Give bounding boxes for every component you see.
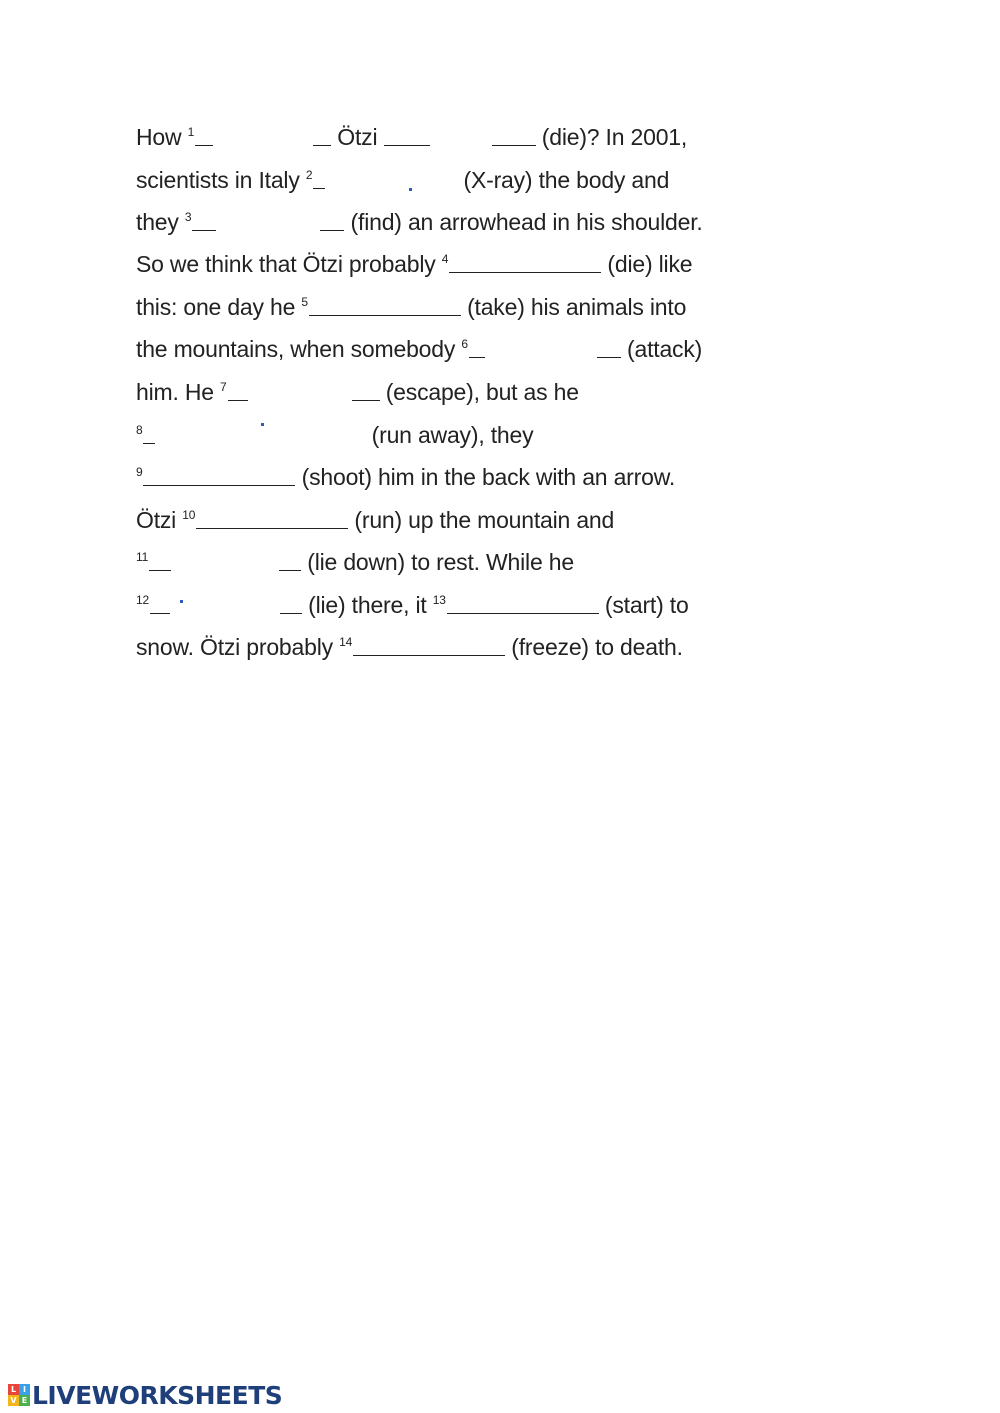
answer-gap-11[interactable] [149,547,301,577]
text-line-1 [136,122,687,152]
text-line-8 [136,420,533,450]
answer-input-12[interactable] [150,592,302,616]
text-line-11 [136,547,574,577]
text-line-6 [136,334,702,364]
answer-gap-13[interactable] [447,590,599,620]
text-segment: him. He [136,379,221,405]
answer-gap-14[interactable] [353,632,505,662]
answer-gap-3[interactable] [192,207,344,237]
liveworksheets-logo [8,1378,282,1412]
answer-gap-7[interactable] [228,377,380,407]
text-segment: (run) up the mountain and [348,507,615,533]
answer-gap-4[interactable] [449,249,601,279]
answer-input-1a[interactable] [195,124,331,148]
answer-input-14[interactable] [353,634,505,658]
answer-gap-9[interactable] [143,462,295,492]
answer-input-11[interactable] [149,549,301,573]
text-segment: (start) to [598,592,689,618]
gap-number-1: 1 [187,125,195,139]
text-line-10 [136,505,614,535]
answer-gap-1a[interactable] [195,122,331,152]
gap-number-10: 10 [182,508,196,522]
text-segment: the mountains, when somebody [136,336,462,362]
gap-number-14: 14 [339,635,353,649]
text-segment: (die) like [601,251,693,277]
text-line-5 [136,292,686,322]
gap-number-5: 5 [301,295,308,309]
logo-letter: I [19,1384,30,1395]
logo-text: LIVEWORKSHEETS [32,1380,283,1410]
answer-gap-6[interactable] [469,334,621,364]
gap-number-9: 9 [136,465,143,479]
text-segment: (run away), they [365,422,534,448]
answer-input-3[interactable] [192,209,344,233]
gap-number-8: 8 [136,423,143,437]
text-segment: (escape), but as he [379,379,579,405]
answer-input-8[interactable] [143,422,365,446]
answer-input-10[interactable] [196,507,348,531]
logo-grid-icon [8,1384,30,1406]
text-segment: (shoot) him in the back with an arrow. [295,464,676,490]
text-line-12 [136,590,689,620]
text-line-13 [136,632,683,662]
gap-number-13: 13 [432,593,446,607]
answer-input-6[interactable] [469,336,621,360]
text-line-2 [136,165,669,195]
logo-letter: E [19,1395,30,1406]
text-segment: (take) his animals into [460,294,687,320]
answer-gap-1b[interactable] [384,122,536,152]
gap-number-12: 12 [136,593,149,607]
answer-input-4[interactable] [449,251,601,275]
answer-input-5[interactable] [309,294,461,318]
text-segment: (freeze) to death. [505,634,683,660]
text-segment: (lie down) to rest. While he [301,549,574,575]
text-segment: (lie) there, it [301,592,433,618]
stray-mark [261,423,264,426]
text-segment: So we think that Ötzi probably [136,251,442,277]
text-segment: (die)? In 2001, [535,124,688,150]
gap-number-3: 3 [184,210,192,224]
text-segment: (find) an arrowhead in his shoulder. [344,209,703,235]
text-segment: scientists in Italy [136,167,306,193]
answer-gap-12[interactable] [150,590,302,620]
text-line-3 [136,207,703,237]
text-segment: (attack) [620,336,703,362]
text-line-4 [136,249,692,279]
answer-gap-10[interactable] [196,505,348,535]
answer-input-9[interactable] [143,464,295,488]
text-segment: this: one day he [136,294,302,320]
answer-input-7[interactable] [228,379,380,403]
answer-gap-5[interactable] [309,292,461,322]
gap-number-7: 7 [220,380,227,394]
stray-mark [180,600,183,603]
gap-number-2: 2 [305,168,313,182]
answer-gap-2[interactable] [313,165,457,195]
text-segment: Ötzi [331,124,384,150]
text-line-9 [136,462,675,492]
answer-gap-8[interactable] [143,420,365,450]
gap-number-4: 4 [441,252,449,266]
answer-input-1b[interactable] [384,124,536,148]
logo-letter: L [8,1384,19,1395]
gap-number-6: 6 [461,337,468,351]
answer-input-13[interactable] [447,592,599,616]
stray-mark [409,188,412,191]
text-segment: How [136,124,188,150]
answer-input-2[interactable] [313,167,457,191]
gap-number-11: 11 [136,550,149,564]
text-line-7 [136,377,579,407]
logo-letter: V [8,1395,19,1406]
text-segment: Ötzi [136,507,183,533]
text-segment: snow. Ötzi probably [136,634,340,660]
text-segment: they [136,209,185,235]
text-segment: (X-ray) the body and [457,167,670,193]
